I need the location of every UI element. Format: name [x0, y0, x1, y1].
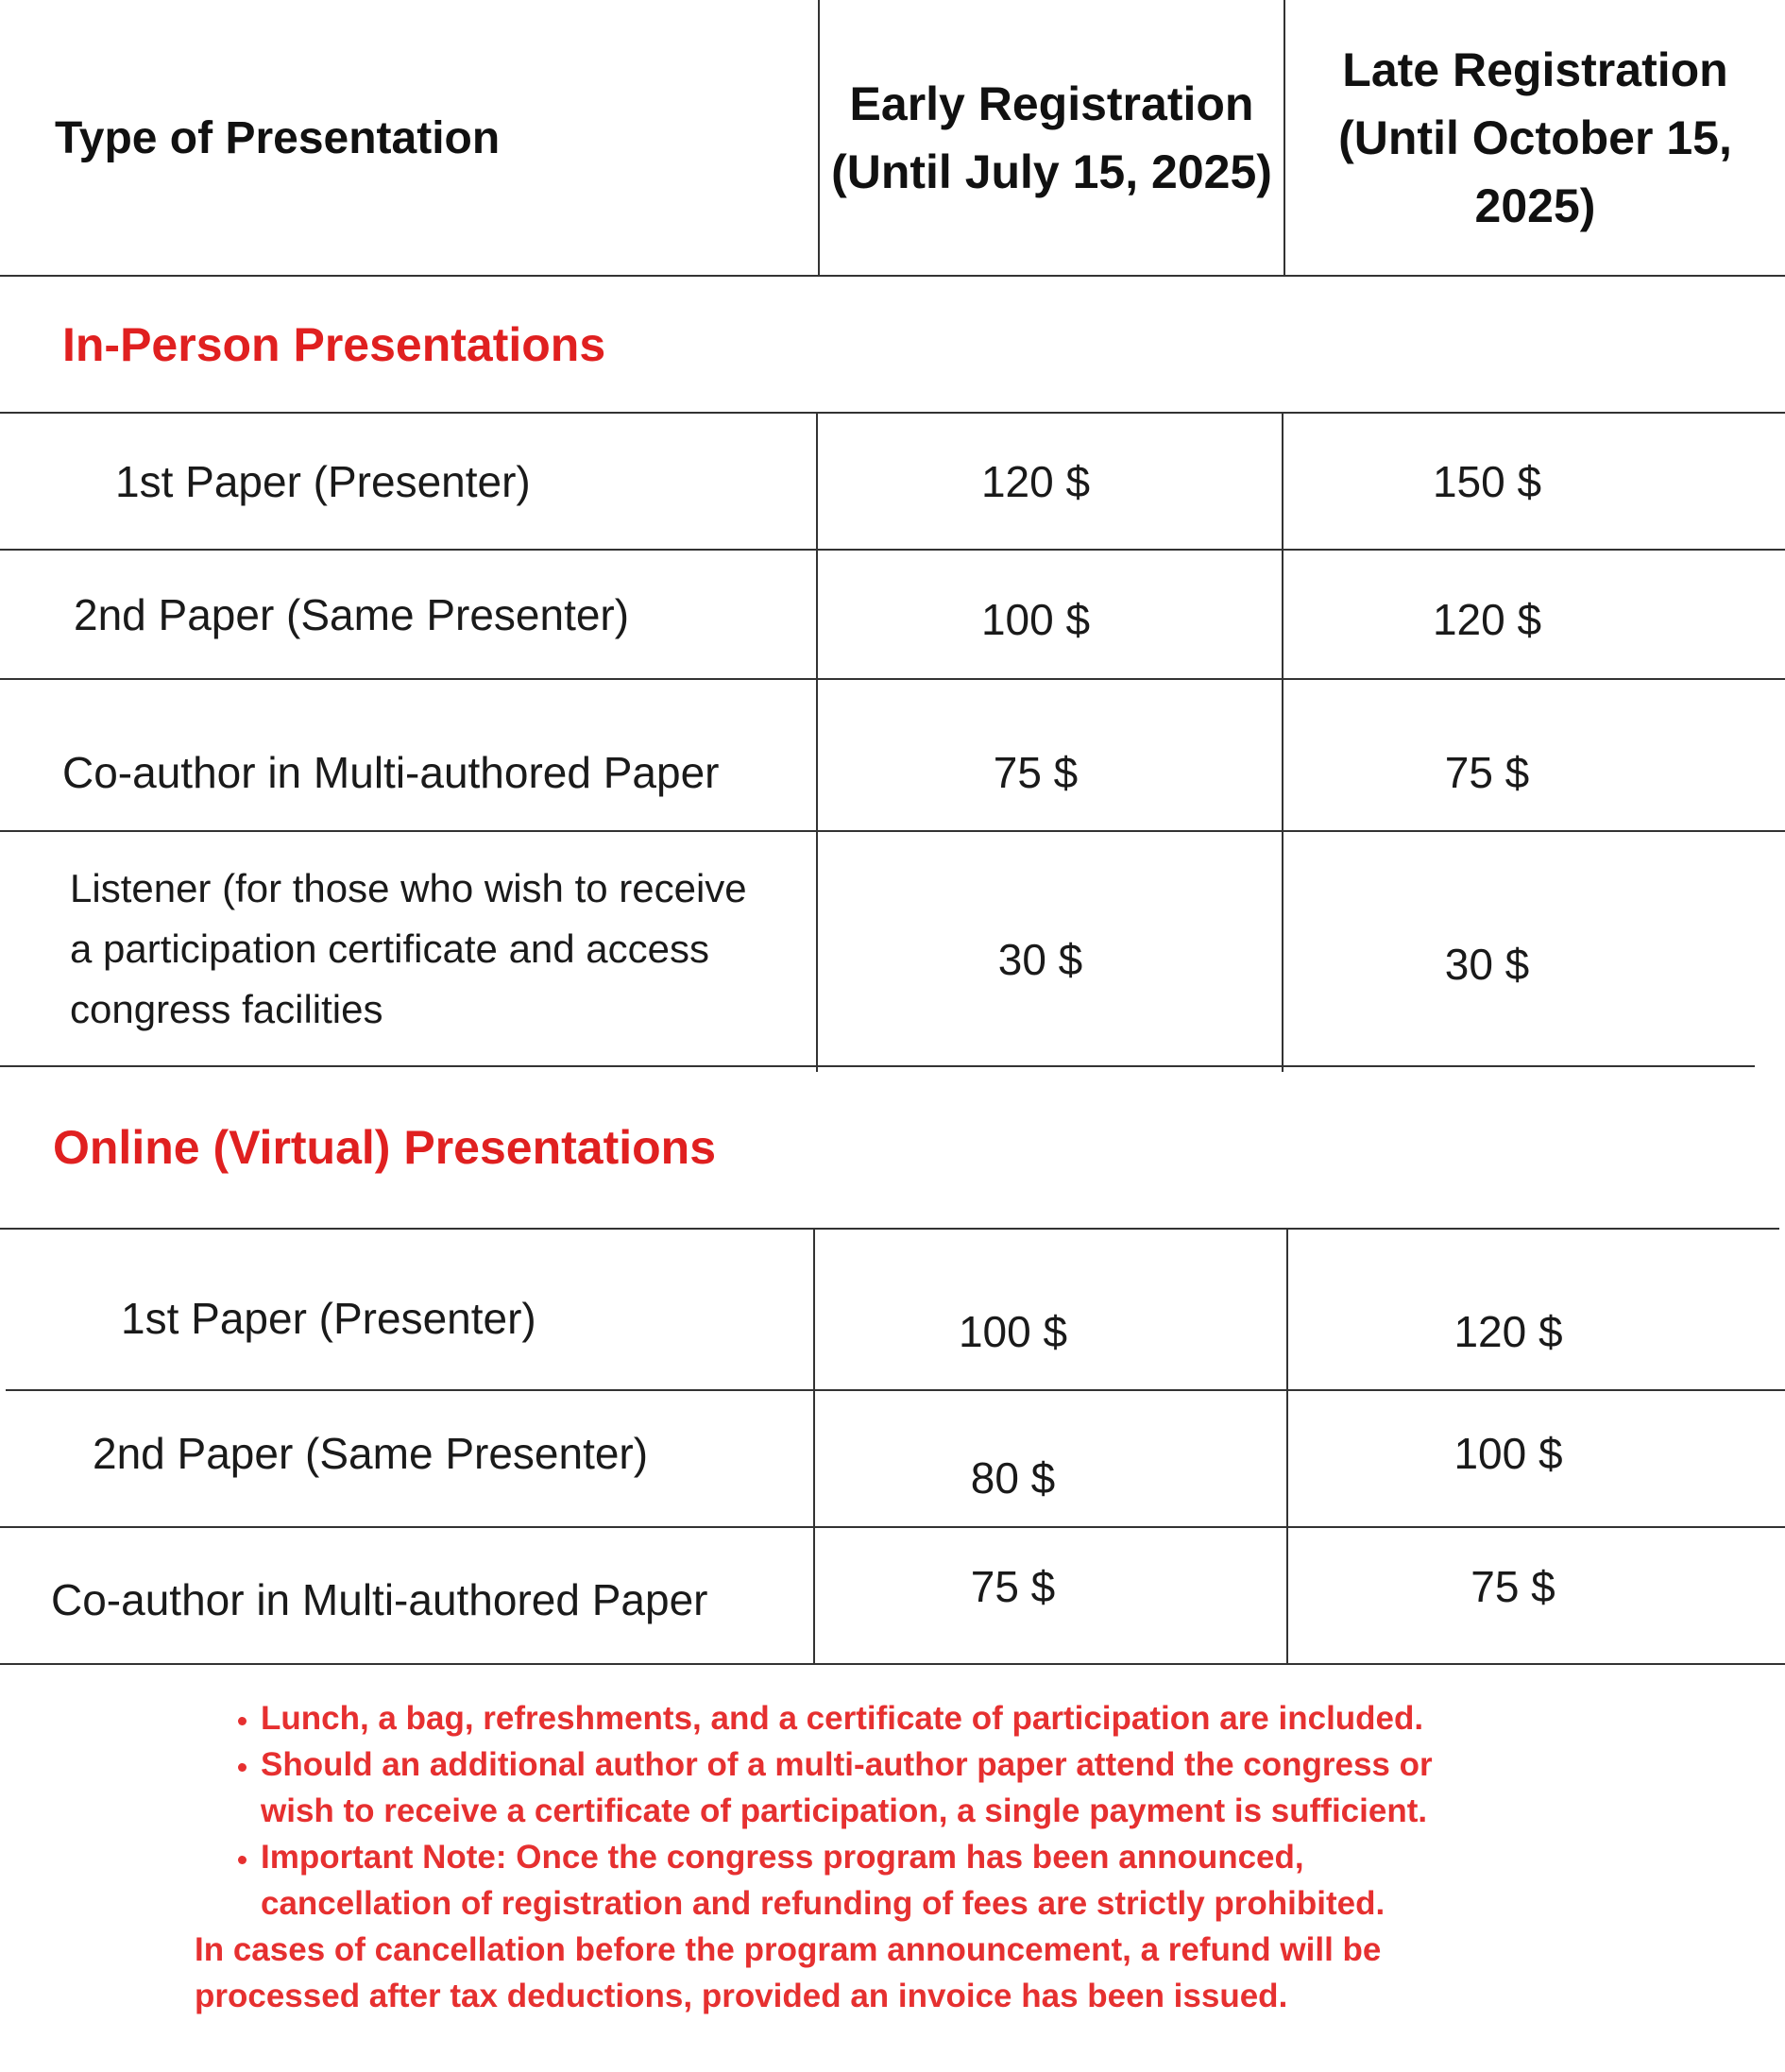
header-late-registration: Late Registration (Until October 15, 2025)	[1338, 43, 1732, 232]
table-row-late: 100 $	[1454, 1428, 1563, 1478]
table-row-late: 30 $	[1444, 940, 1530, 989]
table-row-type: Co-author in Multi-authored Paper	[51, 1575, 708, 1624]
header-type-of-presentation: Type of Presentation	[55, 112, 501, 163]
table-row-late: 75 $	[1470, 1562, 1556, 1611]
table-row-early: 100 $	[980, 594, 1091, 644]
note-footer: In cases of cancellation before the program announcement, a refund will be processed after tax deductions, provided an invoice has been issued.	[195, 1931, 1382, 2014]
table-row-type: 1st Paper (Presenter)	[115, 456, 531, 506]
table-row-early: 75 $	[993, 747, 1079, 797]
table-row-type: 2nd Paper (Same Presenter)	[74, 589, 630, 639]
table-row-late: 120 $	[1432, 594, 1542, 644]
section-title-in-person: In-Person Presentations	[62, 317, 606, 371]
table-row-type: Listener (for those who wish to receive a participation certificate and access congress facilities	[70, 865, 747, 1031]
table-row-type: 1st Paper (Presenter)	[121, 1294, 536, 1343]
table-row-early: 80 $	[970, 1452, 1056, 1503]
header-early-registration: Early Registration (Until July 15, 2025)	[831, 77, 1272, 198]
note-item: • Lunch, a bag, refreshments, and a certificate of participation are included.	[261, 1695, 1564, 1741]
table-row-late: 120 $	[1454, 1307, 1563, 1356]
table-row-late: 150 $	[1432, 456, 1542, 506]
notes-section	[195, 1695, 1564, 2019]
notes-list	[195, 1695, 1564, 1927]
table-row-early: 75 $	[970, 1562, 1056, 1611]
table-row-type: Co-author in Multi-authored Paper	[62, 747, 720, 797]
section-title-online: Online (Virtual) Presentations	[53, 1121, 717, 1174]
table-row-early: 30 $	[997, 935, 1083, 984]
table-row-early: 100 $	[958, 1307, 1068, 1356]
table-row-late: 75 $	[1444, 747, 1530, 797]
note-item: • Should an additional author of a multi-author paper attend the congress or wish to receive a certificate of participation, a single payment is sufficient.	[261, 1741, 1460, 1834]
note-item: • Important Note: Once the congress program has been announced, cancellation of registration and refunding of fees are strictly prohibited.	[261, 1834, 1432, 1927]
table-row-type: 2nd Paper (Same Presenter)	[93, 1428, 649, 1478]
table-row-early: 120 $	[980, 456, 1091, 506]
